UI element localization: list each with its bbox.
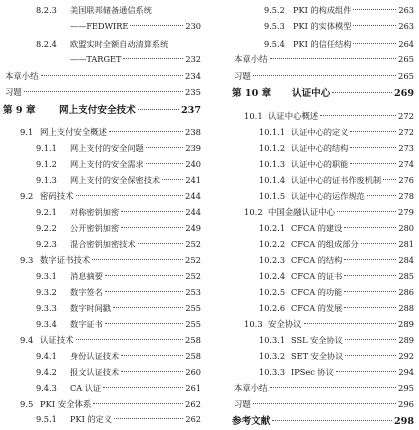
entry-number: 10.3.2 [259, 351, 286, 361]
toc-subsection-9-3-3 [36, 300, 201, 316]
dot-leader [383, 179, 396, 180]
dot-leader [270, 387, 397, 388]
entry-number: 10.2.2 [259, 239, 286, 249]
entry-title: PKI 的实体模型 [293, 21, 352, 31]
toc-subsection-9-3-4 [36, 316, 201, 332]
dot-leader [76, 195, 184, 196]
entry-page: 286 [398, 287, 414, 297]
toc-section-10-1 [244, 108, 414, 124]
toc-subsection-10-1-5 [259, 188, 414, 204]
toc-entry-chapter-summary [5, 68, 201, 84]
toc-subsection-9-1-2 [36, 156, 201, 172]
toc-section-10-2 [244, 204, 414, 220]
dot-leader [109, 131, 183, 132]
entry-page: 241 [185, 175, 201, 185]
dot-leader [304, 323, 397, 324]
entry-number: 9.2.3 [36, 239, 57, 249]
entry-page: 244 [185, 191, 201, 201]
entry-page: 260 [185, 367, 201, 377]
entry-page: 272 [398, 127, 414, 137]
entry-number: 9.4.1 [36, 351, 57, 361]
entry-title: 认证中心的结构 [291, 143, 349, 153]
toc-subsection-10-2-5 [259, 284, 414, 300]
entry-page: 265 [398, 54, 414, 64]
toc-chapter-9 [3, 103, 201, 119]
entry-number: 9.1.1 [36, 143, 57, 153]
toc-subsection-9-4-2 [36, 364, 201, 380]
entry-page: 289 [398, 319, 414, 329]
dot-leader [105, 291, 184, 292]
entry-number: 9.2.1 [36, 207, 57, 217]
entry-number: 10.3.3 [259, 367, 286, 377]
entry-page: 281 [398, 239, 414, 249]
entry-title: CFCA 的证书 [291, 271, 343, 281]
dot-leader [361, 243, 397, 244]
entry-page: 258 [185, 335, 201, 345]
entry-page: 252 [185, 255, 201, 265]
dot-leader [320, 115, 396, 116]
toc-entry-target [70, 51, 201, 67]
entry-page: 239 [185, 143, 201, 153]
dot-leader [337, 211, 396, 212]
entry-page: 253 [185, 287, 201, 297]
entry-page: 272 [398, 111, 414, 121]
entry-number: 10.2.3 [259, 255, 286, 265]
entry-page: 285 [398, 271, 414, 281]
dot-leader [121, 371, 183, 372]
entry-title: 网上支付安全技术 [59, 105, 136, 116]
entry-page: 240 [185, 159, 201, 169]
dot-leader [344, 227, 396, 228]
entry-title: 报文认证技术 [70, 367, 120, 377]
entry-number: 10.1.1 [259, 127, 286, 137]
dot-leader [76, 339, 184, 340]
entry-title: 参考文献 [232, 416, 271, 427]
dot-leader [253, 75, 396, 76]
entry-page: 261 [185, 383, 201, 393]
entry-title: 认证中心的运作规范 [291, 191, 365, 201]
entry-number: 9.1.3 [36, 175, 57, 185]
entry-number: 9.3.3 [36, 303, 57, 313]
entry-number: 8.2.4 [36, 39, 57, 49]
toc-subsection-9-5-2 [264, 2, 414, 18]
dot-leader [270, 58, 397, 59]
entry-number: 9.3.1 [36, 271, 57, 281]
entry-title: PKI 的信任结构 [293, 39, 352, 49]
entry-number: 9.3 [20, 255, 34, 265]
entry-page: 238 [185, 127, 201, 137]
entry-title: 消息摘要 [70, 271, 103, 281]
entry-page: 294 [398, 367, 414, 377]
entry-title: ——TARGET [70, 54, 122, 64]
entry-page: 274 [398, 159, 414, 169]
dot-leader [24, 91, 183, 92]
entry-number: 10.2.6 [259, 303, 286, 313]
entry-title: 网上支付的安全问题 [70, 143, 144, 153]
dot-leader [344, 291, 396, 292]
entry-number: 10.1.3 [259, 159, 286, 169]
entry-title: CFCA 的结构 [291, 255, 343, 265]
entry-number: 9.4.3 [36, 383, 57, 393]
entry-page: 264 [398, 39, 414, 49]
dot-leader [353, 25, 396, 26]
entry-title: 对称密钥加密 [70, 207, 120, 217]
entry-title: 数字证书 [70, 319, 103, 329]
toc-subsection-9-2-3 [36, 236, 201, 252]
entry-number: 9.1 [20, 127, 34, 137]
entry-page: 289 [398, 335, 414, 345]
toc-subsection-9-2-1 [36, 204, 201, 220]
entry-number: 10.1 [244, 111, 263, 121]
entry-number: 9.1.2 [36, 159, 57, 169]
dot-leader [344, 259, 396, 260]
entry-page: 292 [398, 351, 414, 361]
entry-title: 认证中心的职能 [291, 159, 349, 169]
dot-leader [121, 211, 183, 212]
toc-section-9-1 [20, 124, 201, 140]
entry-number: 10.2.4 [259, 271, 286, 281]
dot-leader [121, 355, 183, 356]
entry-page: 252 [185, 239, 201, 249]
dot-leader [350, 163, 396, 164]
entry-page: 252 [185, 271, 201, 281]
entry-title: 数字证书技术 [40, 255, 91, 265]
toc-subsection-10-2-1 [259, 220, 414, 236]
entry-page: 276 [398, 175, 414, 185]
entry-number: 10.1.4 [259, 175, 286, 185]
dot-leader [138, 109, 179, 110]
toc-subsection-10-2-4 [259, 268, 414, 284]
toc-section-10-3 [244, 316, 414, 332]
entry-page: 232 [185, 54, 201, 64]
toc-subsection-9-4-1 [36, 348, 201, 364]
entry-number: 9.5.1 [36, 414, 57, 424]
entry-title: PKI 安全体系 [40, 399, 92, 409]
toc-subsection-9-1-3 [36, 172, 201, 188]
entry-title: 身份认证技术 [70, 351, 120, 361]
toc-entry-exercises [234, 68, 414, 84]
entry-page: 296 [398, 399, 414, 409]
entry-number: 9.4 [20, 335, 34, 345]
entry-number: 9.2 [20, 191, 34, 201]
entry-title: 密码技术 [40, 191, 74, 201]
dot-leader [92, 259, 183, 260]
entry-page: 280 [398, 223, 414, 233]
entry-number: 9.5 [20, 399, 34, 409]
entry-title: CA 认证 [70, 383, 102, 393]
toc-subsection-10-2-6 [259, 300, 414, 316]
dot-leader [345, 355, 396, 356]
entry-title: 本章小结 [234, 383, 268, 393]
entry-page: 262 [185, 414, 201, 424]
toc-chapter-10 [232, 86, 414, 102]
entry-title: 认证中心 [292, 88, 331, 99]
entry-page: 237 [180, 105, 201, 116]
dot-leader [138, 243, 184, 244]
dot-leader [93, 403, 183, 404]
entry-page: 279 [398, 207, 414, 217]
entry-title: 网上支付安全概述 [40, 127, 107, 137]
entry-number: 9.3.4 [36, 319, 57, 329]
toc-subsection-10-3-1 [259, 332, 414, 348]
entry-title: 本章小结 [234, 54, 268, 64]
toc-subsection-10-2-2 [259, 236, 414, 252]
entry-number: 8.2.3 [36, 5, 57, 15]
toc-subsection-10-3-2 [259, 348, 414, 364]
entry-title: 美国联邦储备通信系统 [70, 5, 152, 15]
entry-page: 288 [398, 303, 414, 313]
entry-title: 网上支付的安全保密技术 [70, 175, 161, 185]
entry-number: 10.3 [244, 319, 263, 329]
entry-title: 安全协议 [268, 319, 302, 329]
dot-leader [272, 420, 392, 421]
dot-leader [353, 43, 396, 44]
entry-title: 习题 [234, 71, 251, 81]
dot-leader [130, 25, 183, 26]
entry-title: 认证中心的证书作废机制 [291, 175, 382, 185]
toc-subsection-10-1-4 [259, 172, 414, 188]
entry-title: 欧盟实时全额自动清算系统 [70, 39, 169, 49]
entry-page: 262 [185, 399, 201, 409]
entry-title: SSL 安全协议 [291, 335, 343, 345]
entry-title: PKI 的构成组件 [293, 5, 352, 15]
toc-entry-fedwire [70, 18, 201, 34]
entry-title: 习题 [234, 399, 251, 409]
toc-subsection-10-1-2 [259, 140, 414, 156]
toc-subsection-9-3-2 [36, 284, 201, 300]
entry-page: 295 [398, 383, 414, 393]
entry-title: 数字时间戳 [70, 303, 111, 313]
entry-page: 284 [398, 255, 414, 265]
toc-subsection-9-5-1 [36, 411, 201, 427]
entry-number: 第 10 章 [232, 88, 272, 99]
entry-title: CFCA 的组成部分 [291, 239, 359, 249]
toc-entry-8-2-4 [36, 36, 201, 52]
dot-leader [367, 195, 397, 196]
dot-leader [345, 339, 396, 340]
entry-page: 230 [185, 21, 201, 31]
toc-entry-references [232, 414, 414, 430]
dot-leader [146, 147, 184, 148]
dot-leader [353, 9, 396, 10]
entry-title: CFCA 的功能 [291, 287, 343, 297]
entry-title: CFCA 的建设 [291, 223, 343, 233]
toc-subsection-9-2-2 [36, 220, 201, 236]
toc-section-9-3 [20, 252, 201, 268]
entry-title: 本章小结 [5, 71, 39, 81]
entry-page: 263 [398, 5, 414, 15]
toc-entry-chapter-summary [234, 380, 414, 396]
entry-number: 10.1.2 [259, 143, 286, 153]
entry-title: IPSec 协议 [291, 367, 334, 377]
entry-title: ——FEDWIRE [70, 21, 129, 31]
entry-page: 255 [185, 303, 201, 313]
entry-number: 9.2.2 [36, 223, 57, 233]
entry-number: 10.2.1 [259, 223, 286, 233]
entry-page: 234 [185, 71, 201, 81]
entry-page: 249 [185, 223, 201, 233]
toc-entry-exercises [234, 396, 414, 412]
dot-leader [114, 418, 183, 419]
toc-entry-exercises [5, 84, 201, 100]
entry-page: 244 [185, 207, 201, 217]
entry-page: 255 [185, 319, 201, 329]
toc-section-9-2 [20, 188, 201, 204]
toc-entry-8-2-3 [36, 2, 201, 18]
toc-subsection-10-2-3 [259, 252, 414, 268]
entry-page: 273 [398, 143, 414, 153]
entry-title: 网上支付的安全需求 [70, 159, 144, 169]
entry-page: 269 [393, 88, 414, 99]
entry-page: 265 [398, 71, 414, 81]
dot-leader [350, 131, 396, 132]
toc-subsection-10-1-1 [259, 124, 414, 140]
dot-leader [103, 387, 183, 388]
entry-title: 公开密钥加密 [70, 223, 120, 233]
dot-leader [344, 275, 396, 276]
dot-leader [146, 163, 184, 164]
entry-title: 认证技术 [40, 335, 74, 345]
entry-title: 中国金融认证中心 [268, 207, 335, 217]
dot-leader [162, 179, 183, 180]
entry-page: 298 [393, 416, 414, 427]
toc-subsection-9-5-4 [264, 36, 414, 52]
entry-title: 认证中心概述 [268, 111, 319, 121]
entry-number: 9.5.2 [264, 5, 285, 15]
dot-leader [105, 275, 184, 276]
dot-leader [344, 307, 396, 308]
entry-number: 10.1.5 [259, 191, 286, 201]
entry-title: CFCA 的发展 [291, 303, 343, 313]
entry-page: 278 [398, 191, 414, 201]
dot-leader [332, 92, 392, 93]
entry-title: 习题 [5, 87, 22, 97]
entry-number: 10.2.5 [259, 287, 286, 297]
dot-leader [350, 147, 396, 148]
toc-subsection-9-1-1 [36, 140, 201, 156]
entry-number: 9.5.4 [264, 39, 285, 49]
dot-leader [41, 75, 184, 76]
entry-number: 10.3.1 [259, 335, 286, 345]
entry-number: 第 9 章 [3, 105, 36, 116]
toc-subsection-10-3-3 [259, 364, 414, 380]
dot-leader [113, 307, 183, 308]
dot-leader [105, 323, 184, 324]
dot-leader [121, 227, 183, 228]
toc-subsection-9-4-3 [36, 380, 201, 396]
toc-subsection-10-1-3 [259, 156, 414, 172]
entry-page: 258 [185, 351, 201, 361]
entry-number: 9.5.3 [264, 21, 285, 31]
dot-leader [253, 403, 396, 404]
dot-leader [123, 58, 183, 59]
toc-subsection-9-5-3 [264, 18, 414, 34]
toc-subsection-9-3-1 [36, 268, 201, 284]
toc-section-9-4 [20, 332, 201, 348]
entry-number: 9.3.2 [36, 287, 57, 297]
entry-page: 263 [398, 21, 414, 31]
entry-title: PKI 的定义 [70, 414, 113, 424]
entry-title: 认证中心的定义 [291, 127, 349, 137]
entry-number: 10.2 [244, 207, 263, 217]
entry-title: SET 安全协议 [291, 351, 344, 361]
toc-entry-chapter-summary [234, 51, 414, 67]
entry-title: 混合密钥加密技术 [70, 239, 136, 249]
dot-leader [336, 371, 397, 372]
entry-title: 数字签名 [70, 287, 103, 297]
toc-section-9-5 [20, 396, 201, 412]
entry-number: 9.4.2 [36, 367, 57, 377]
entry-page: 235 [185, 87, 201, 97]
